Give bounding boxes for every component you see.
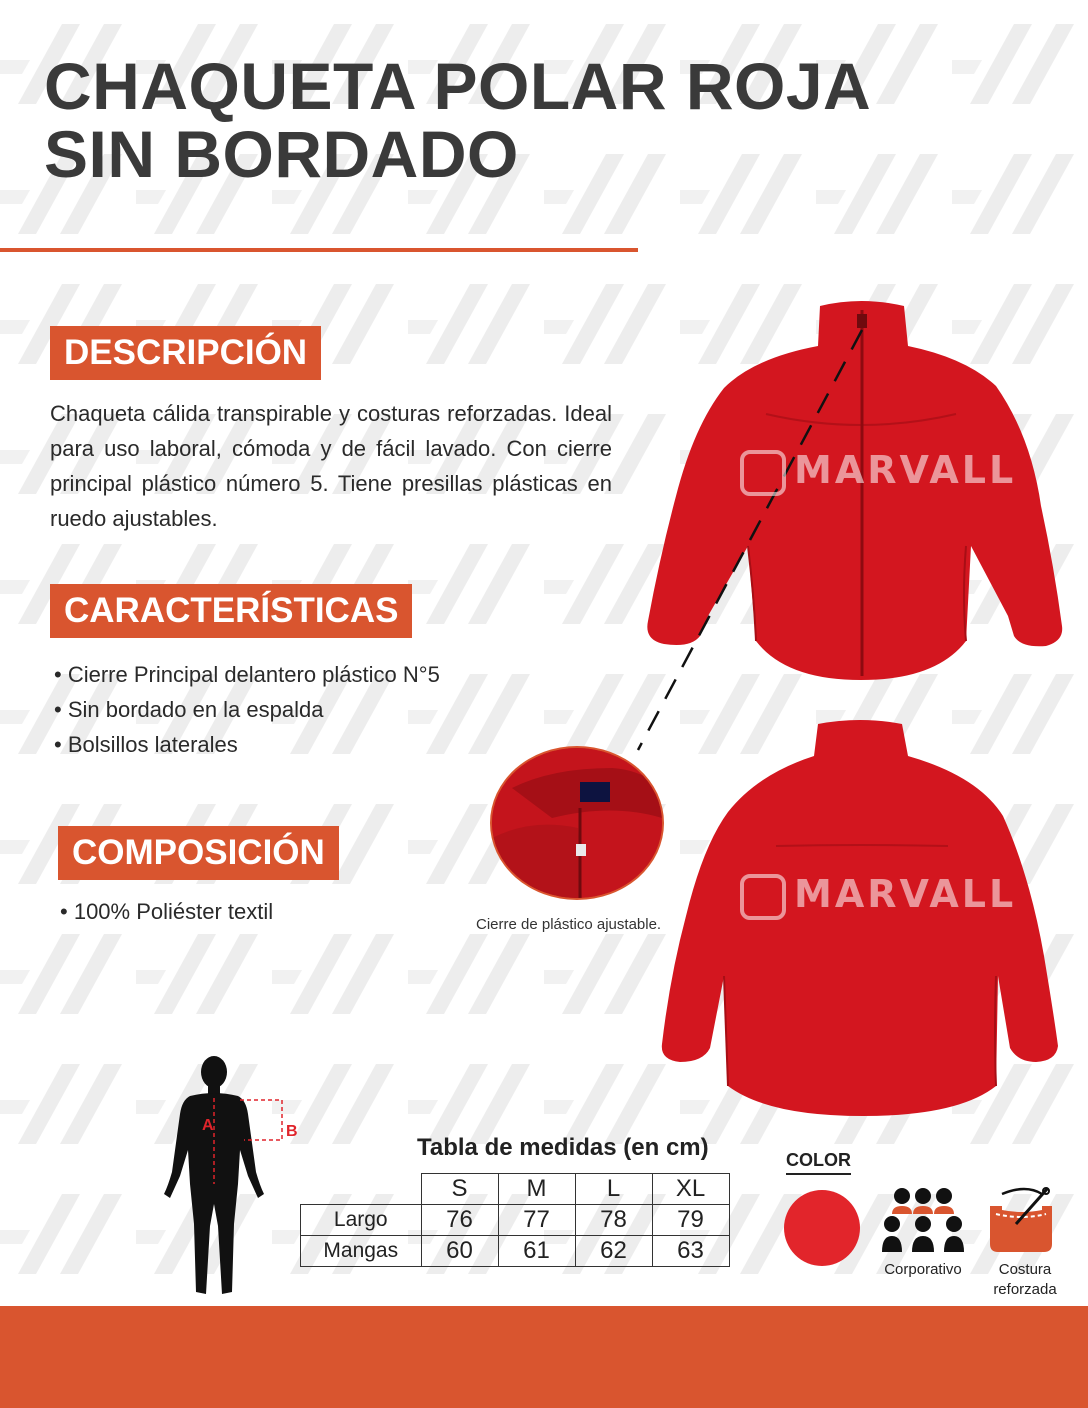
table-cell: 60 [421, 1236, 498, 1267]
row-label: Largo [301, 1205, 422, 1236]
size-table-title: Tabla de medidas (en cm) [417, 1134, 709, 1161]
badge-corporativo-label: Corporativo [884, 1261, 962, 1278]
list-item: • Bolsillos laterales [54, 727, 440, 762]
table-cell: 79 [652, 1205, 729, 1236]
title-line-2: SIN BORDADO [44, 117, 519, 191]
color-swatch [784, 1190, 860, 1266]
page-title [44, 49, 872, 191]
table-cell: 62 [575, 1236, 652, 1267]
size-table [300, 1173, 730, 1267]
body-measurement-diagram [160, 1054, 310, 1300]
table-cell: 76 [421, 1205, 498, 1236]
footer-band [0, 1306, 1088, 1408]
table-cell: 61 [498, 1236, 575, 1267]
size-header: S [421, 1174, 498, 1205]
people-icon [882, 1186, 964, 1254]
title-line-1: CHAQUETA POLAR ROJA [44, 49, 872, 123]
size-header: XL [652, 1174, 729, 1205]
badge-costura-label: Costura reforzada [993, 1261, 1057, 1298]
label-b: B [286, 1123, 298, 1140]
title-divider [0, 248, 638, 252]
list-item: • Sin bordado en la espalda [54, 692, 440, 727]
composition-heading: COMPOSICIÓN [58, 826, 339, 880]
color-label: COLOR [786, 1150, 851, 1175]
row-label: Mangas [301, 1236, 422, 1267]
watermark-front: MARVALL [740, 448, 1016, 496]
label-a: A [202, 1117, 214, 1134]
zipper-detail-image [490, 746, 664, 900]
watermark-back: MARVALL [740, 872, 1016, 920]
marvall-logo-icon [740, 874, 786, 920]
description-text: Chaqueta cálida transpirable y costuras reforzadas. Ideal para uso laboral, cómoda y de fácil lavado. Con cierre principal plástico número 5. Tiene presillas plásticas en ruedo ajustables. [50, 401, 612, 531]
table-row [301, 1205, 730, 1236]
table-cell: 77 [498, 1205, 575, 1236]
table-cell: 78 [575, 1205, 652, 1236]
zoom-caption: Cierre de plástico ajustable. [476, 916, 662, 933]
table-header-row [301, 1174, 730, 1205]
zoom-pointer-line [630, 320, 880, 760]
features-heading: CARACTERÍSTICAS [50, 584, 412, 638]
sewing-needle-icon [986, 1184, 1058, 1256]
table-cell: 63 [652, 1236, 729, 1267]
size-header: L [575, 1174, 652, 1205]
marvall-logo-icon [740, 450, 786, 496]
list-item: • 100% Poliéster textil [60, 894, 273, 929]
composition-list [60, 894, 273, 929]
empty-cell [301, 1174, 422, 1205]
size-header: M [498, 1174, 575, 1205]
list-item: • Cierre Principal delantero plástico N°5 [54, 657, 440, 692]
description-heading: DESCRIPCIÓN [50, 326, 321, 380]
table-row [301, 1236, 730, 1267]
features-list [54, 657, 440, 762]
zipper-detail-graphic [492, 748, 662, 898]
